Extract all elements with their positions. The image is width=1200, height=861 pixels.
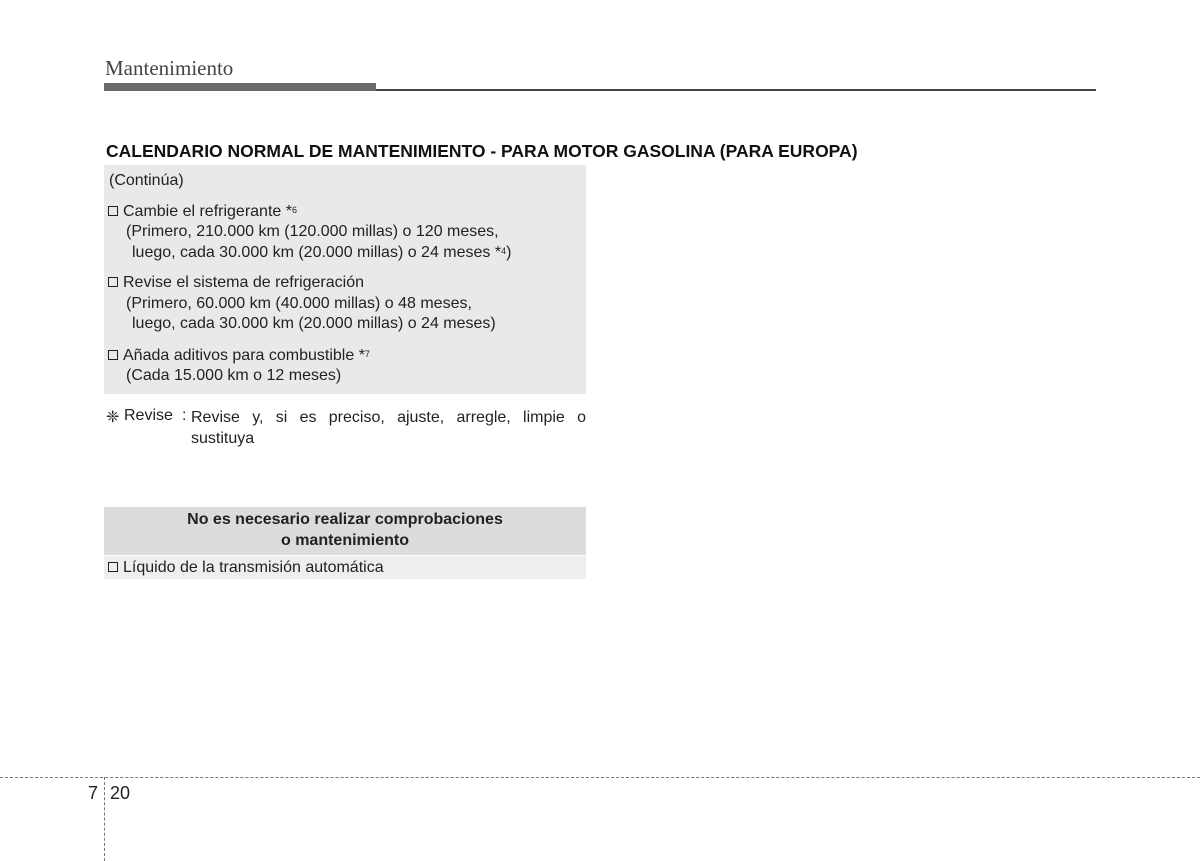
note-colon: : [182, 407, 187, 424]
checkbox-icon [108, 350, 118, 360]
header-rule-thick [104, 83, 376, 91]
table-header-line: No es necesario realizar comprobaciones [187, 511, 503, 528]
no-check-table-header [104, 507, 586, 555]
table-header-line: o mantenimiento [280, 532, 409, 549]
item-detail-end: ) [506, 244, 512, 261]
page-number: 20 [110, 783, 131, 803]
note-label: Revise [124, 407, 173, 424]
section-title: CALENDARIO NORMAL DE MANTENIMIENTO - PARA MOTOR GASOLINA (PARA EUROPA) [106, 141, 858, 161]
table-row [104, 556, 586, 579]
item-detail-line [132, 243, 511, 263]
checkbox-icon [108, 562, 118, 572]
item-detail-text: luego, cada 30.000 km (20.000 millas) o 24 meses * [132, 244, 502, 261]
item-detail-line: luego, cada 30.000 km (20.000 millas) o 24 meses) [132, 315, 496, 332]
chapter-number: 7 [88, 783, 99, 803]
item-detail-line: (Cada 15.000 km o 12 meses) [126, 367, 342, 384]
footnote-ref: 7 [364, 349, 370, 359]
page-header-title: Mantenimiento [105, 56, 234, 80]
item-title: Revise el sistema de refrigeración [123, 274, 364, 291]
schedule-item-cooling-system [108, 273, 364, 293]
schedule-item-fuel-additives [108, 346, 370, 366]
footer-vertical-divider [104, 777, 105, 861]
table-row-text: Líquido de la transmisión automática [123, 559, 384, 576]
footnote-ref: 6 [291, 205, 297, 215]
item-detail-line: (Primero, 60.000 km (40.000 millas) o 48 meses, [126, 295, 472, 312]
header-rule-thin [376, 89, 1096, 91]
footer-divider [0, 777, 1200, 778]
checkbox-icon [108, 277, 118, 287]
schedule-item-coolant [108, 202, 297, 222]
item-detail-line: (Primero, 210.000 km (120.000 millas) o 120 meses, [126, 223, 499, 240]
checkbox-icon [108, 206, 118, 216]
footnote-ref: 4 [501, 246, 507, 256]
item-title: Cambie el refrigerante * [123, 203, 292, 220]
continued-label: (Continúa) [109, 172, 184, 189]
item-title: Añada aditivos para combustible * [123, 347, 365, 364]
note-symbol-icon: ❈ [106, 409, 120, 426]
note-text: Revise y, si es preciso, ajuste, arregle, limpie o sustituya [191, 409, 586, 447]
